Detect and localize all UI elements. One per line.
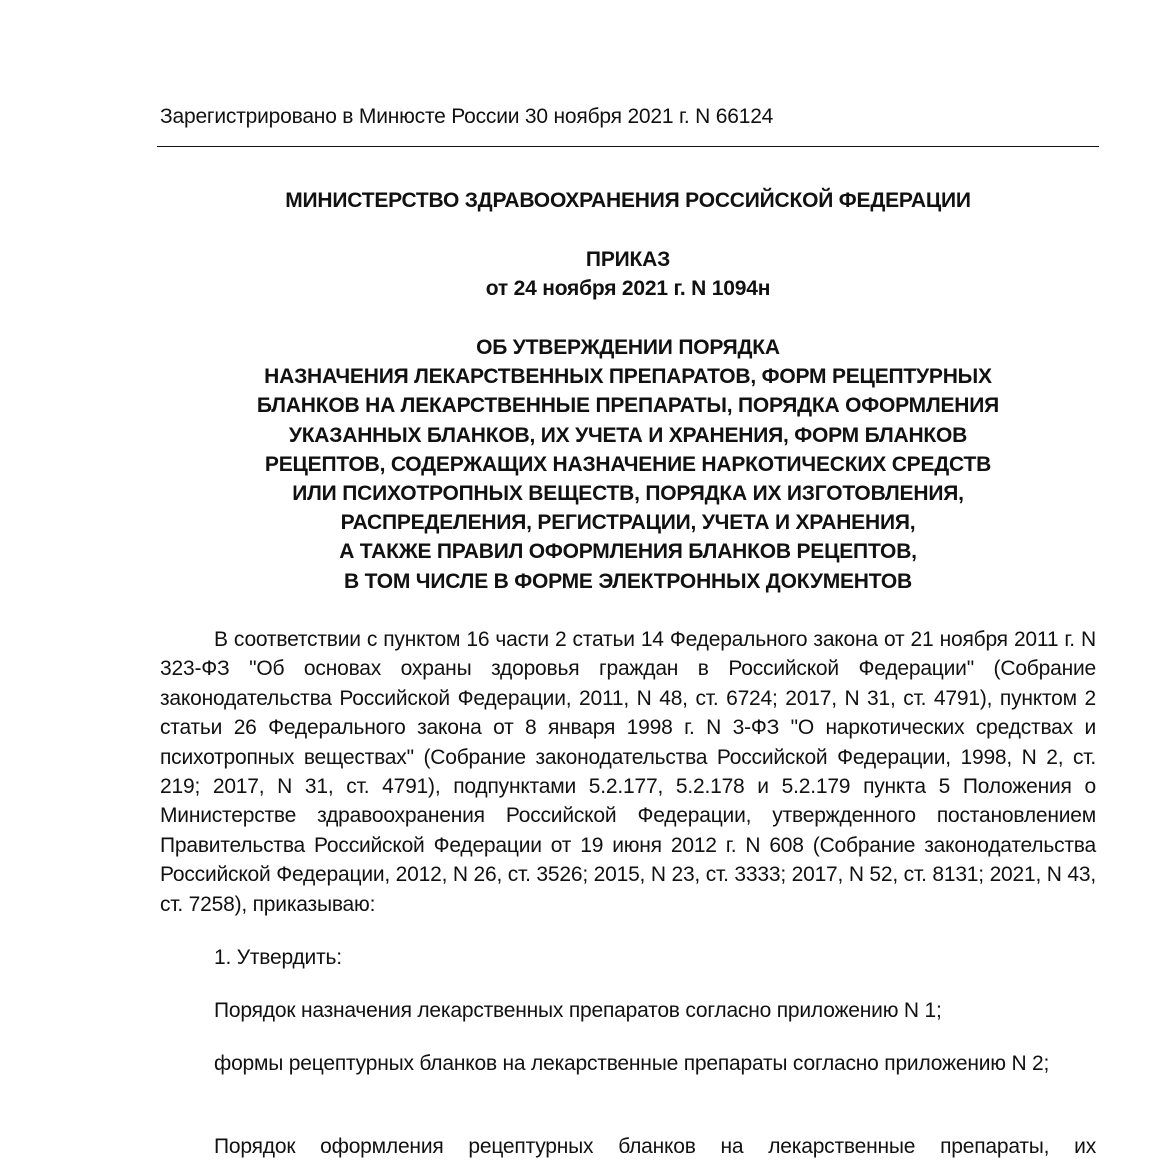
title-line: УКАЗАННЫХ БЛАНКОВ, ИХ УЧЕТА И ХРАНЕНИЯ, ФОРМ БЛАНКОВ	[288, 423, 968, 447]
item-1-paragraph: 1. Утвердить:	[214, 946, 342, 969]
preamble-paragraph: В соответствии с пунктом 16 части 2 статьи 14 Федерального закона от 21 ноября 2011 г. N 323-ФЗ "Об основах охраны здоровья граждан в Российской Федерации" (Собрание законодательства Российской Федерации, 2011, N 48, ст. 6724; 2017, N 31, ст. 4791), пунктом 2 статьи 26 Федерального закона от 8 января 1998 г. N 3-ФЗ "О наркотических средствах и психотропных веществах" (Собрание законодательства Российской Федерации, 1998, N 2, ст. 219; 2017, N 31, ст. 4791), подпунктами 5.2.177, 5.2.178 и 5.2.179 пункта 5 Положения о Министерстве здравоохранения Российской Федерации, утвержденного постановлением Правительства Российской Федерации от 19 июня 2012 г. N 608 (Собрание законодательства Российской Федерации, 2012, N 26, ст. 3526; 2015, N 23, ст. 3333; 2017, N 52, ст. 8131; 2021, N 43, ст. 7258), приказываю:	[160, 628, 1096, 916]
order-heading	[160, 245, 1096, 303]
registration-note: Зарегистрировано в Минюсте России 30 ноября 2021 г. N 66124	[160, 105, 774, 128]
title-line: ИЛИ ПСИХОТРОПНЫХ ВЕЩЕСТВ, ПОРЯДКА ИХ ИЗГОТОВЛЕНИЯ,	[292, 482, 964, 506]
approval-2-section	[160, 1049, 1096, 1078]
item-1-section	[160, 943, 1096, 972]
approval-1-section	[160, 996, 1096, 1025]
title-line: В ТОМ ЧИСЛЕ В ФОРМЕ ЭЛЕКТРОННЫХ ДОКУМЕНТОВ	[344, 569, 912, 593]
title-line: ОБ УТВЕРЖДЕНИИ ПОРЯДКА	[476, 336, 780, 359]
title-line: РАСПРЕДЕЛЕНИЯ, РЕГИСТРАЦИИ, УЧЕТА И ХРАНЕНИЯ,	[340, 511, 916, 535]
document-title	[160, 333, 1096, 596]
title-line: БЛАНКОВ НА ЛЕКАРСТВЕННЫЕ ПРЕПАРАТЫ, ПОРЯДКА ОФОРМЛЕНИЯ	[256, 394, 1000, 418]
approval-3-section	[160, 1132, 1096, 1161]
order-date-number: от 24 ноября 2021 г. N 1094н	[485, 277, 771, 301]
title-line: НАЗНАЧЕНИЯ ЛЕКАРСТВЕННЫХ ПРЕПАРАТОВ, ФОРМ РЕЦЕПТУРНЫХ	[264, 365, 992, 389]
ministry-name: МИНИСТЕРСТВО ЗДРАВООХРАНЕНИЯ РОССИЙСКОЙ ФЕДЕРАЦИИ	[285, 189, 971, 212]
preamble-section	[160, 625, 1096, 919]
approval-paragraph: Порядок назначения лекарственных препаратов согласно приложению N 1;	[214, 999, 942, 1022]
ministry-heading	[160, 186, 1096, 215]
header-divider	[157, 146, 1099, 147]
title-line: А ТАКЖЕ ПРАВИЛ ОФОРМЛЕНИЯ БЛАНКОВ РЕЦЕПТОВ,	[339, 540, 917, 564]
order-type: ПРИКАЗ	[585, 248, 671, 271]
approval-paragraph: формы рецептурных бланков на лекарственные препараты согласно приложению N 2;	[214, 1052, 1050, 1075]
title-line: РЕЦЕПТОВ, СОДЕРЖАЩИХ НАЗНАЧЕНИЕ НАРКОТИЧЕСКИХ СРЕДСТВ	[264, 452, 992, 476]
approval-paragraph: Порядок оформления рецептурных бланков на лекарственные препараты, их	[214, 1135, 1096, 1158]
